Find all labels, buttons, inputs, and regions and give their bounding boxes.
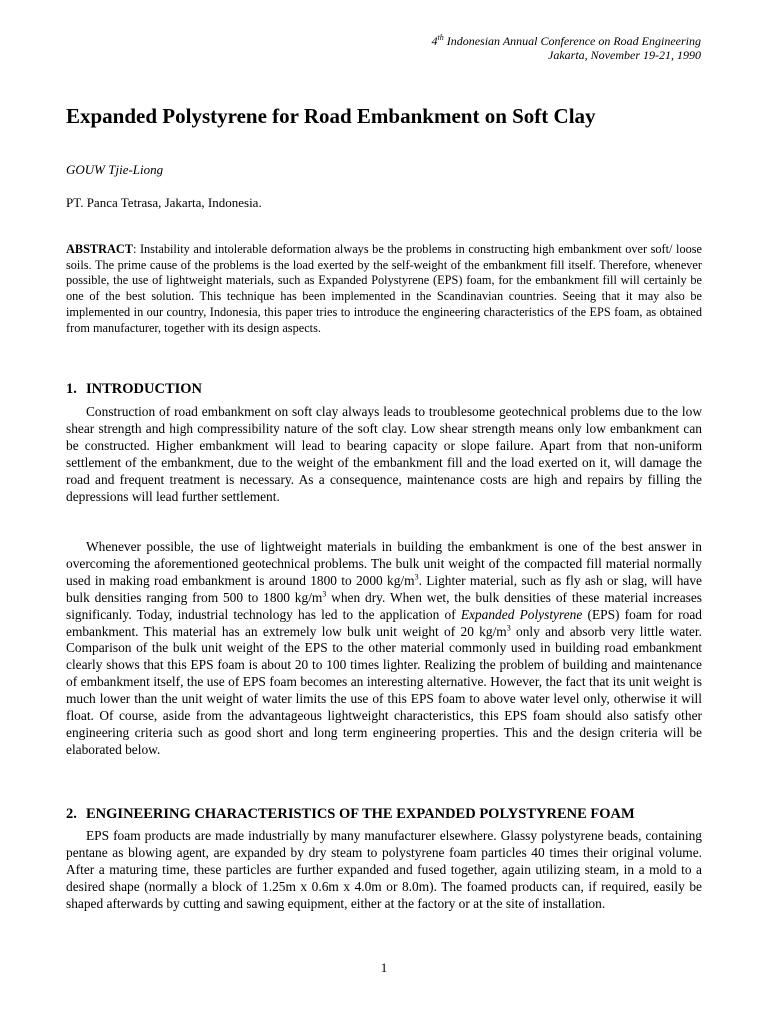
abstract [66,242,702,336]
eps-term: Expanded Polystyrene [460,606,583,622]
page-number: 1 [380,960,388,975]
section-heading-engineering-characteristics [66,805,635,823]
conference-ordinal: 4 [431,34,438,48]
intro-paragraph-1: Construction of road embankment on soft clay always leads to troublesome geotechnical problems due to the low shear strength and high compressibility nature of the soft clay. Low shear strength means only low embankment can be constructed. Higher embankment will lead to bearing capacity or slope failure. Apart from that non-uniform settlement of the embankment, due to the weight of the embankment fill and the load exerted on it, will damage the road and frequent treatment is necessary. As a consequence, maintenance costs are high and repairs by filling the depressions will lead further settlement. [66,404,702,504]
ordinal-superscript: th [437,33,444,42]
section2-paragraph-1: EPS foam products are made industrially by many manufacturer elsewhere. Glassy polystyrene beads, containing pentane as blowing agent, are expanded by dry steam to polystyrene foam particles 40 times their original volume. After a maturing time, these particles are further expanded and fused together, again utilizing steam, in a mold to a desired shape (normally a block of 1.25m x 0.6m x 4.0m or 8.0m). The foamed products can, if required, easily be shaped afterwards by cutting and sawing equipment, either at the factory or at the site of installation. [66,828,702,911]
running-header [431,34,701,62]
abstract-label: ABSTRACT [66,242,133,256]
section-number: 2. [66,806,77,822]
abstract-text: : Instability and intolerable deformation always be the problems in constructing high embankment over soft/ loose soils. The prime cause of the problems is the load exerted by the self-weight of the embankment fill itself. Therefore, whenever possible, the use of lightweight materials, such as Expanded Polystyrene (EPS) foam, for the embankment fill will certainly be one of the best solution. This technique has been implemented in the Scandinavian countries. Seeing that it may also be implemented in our country, Indonesia, this paper tries to introduce the engineering characteristics of the EPS foam, as obtained from manufacturer, together with its design aspects. [66,242,702,335]
conference-line [431,34,701,48]
section-heading-introduction [66,380,202,398]
author-name: GOUW Tjie-Liong [66,162,164,177]
section-title: ENGINEERING CHARACTERISTICS OF THE EXPANDED POLYSTYRENE FOAM [86,806,635,822]
paper-title: Expanded Polystyrene for Road Embankment on Soft Clay [66,104,596,128]
conference-name: Indonesian Annual Conference on Road Engineering [443,34,701,48]
author-affiliation: PT. Panca Tetrasa, Jakarta, Indonesia. [66,195,262,210]
location-date: Jakarta, November 19-21, 1990 [548,48,701,62]
intro-paragraph-2: Whenever possible, the use of lightweight materials in building the embankment is one of the best answer in overcoming the aforementioned geotechnical problems. The bulk unit weight of the compacted fill material normally used in making road embankment is around 1800 to 2000 $kg/m^3$. Lighter material, such as fly ash or slag, will have bulk densities ranging from 500 to 1800 $kg/m^3$ when dry. When wet, the bulk densities of these material increases significanly. Today, industrial technology has led to the application of Expanded Polystyrene (EPS) foam for road embankment. This material has an extremely low bulk unit weight of 20 $kg/m^3$ only and absorb very little water. Comparison of the bulk unit weight of the EPS to the other material commonly used in building road embankment clearly shows that this EPS foam is about 20 to 100 times lighter. Realizing the problem of building and maintenance of embankment itself, the use of EPS foam becomes an interesting alternative. However, the fact that its unit weight is much lower than the unit weight of water limits the use of this EPS foam to above water level only, otherwise it will float. Of course, aside from the advantageous lightweight characteristics, this EPS foam should also satisfy other engineering criteria such as good short and long term engineering properties. This and the design criteria will be elaborated below. [66,539,702,757]
section-title: INTRODUCTION [86,381,203,397]
section-number: 1. [66,381,77,397]
